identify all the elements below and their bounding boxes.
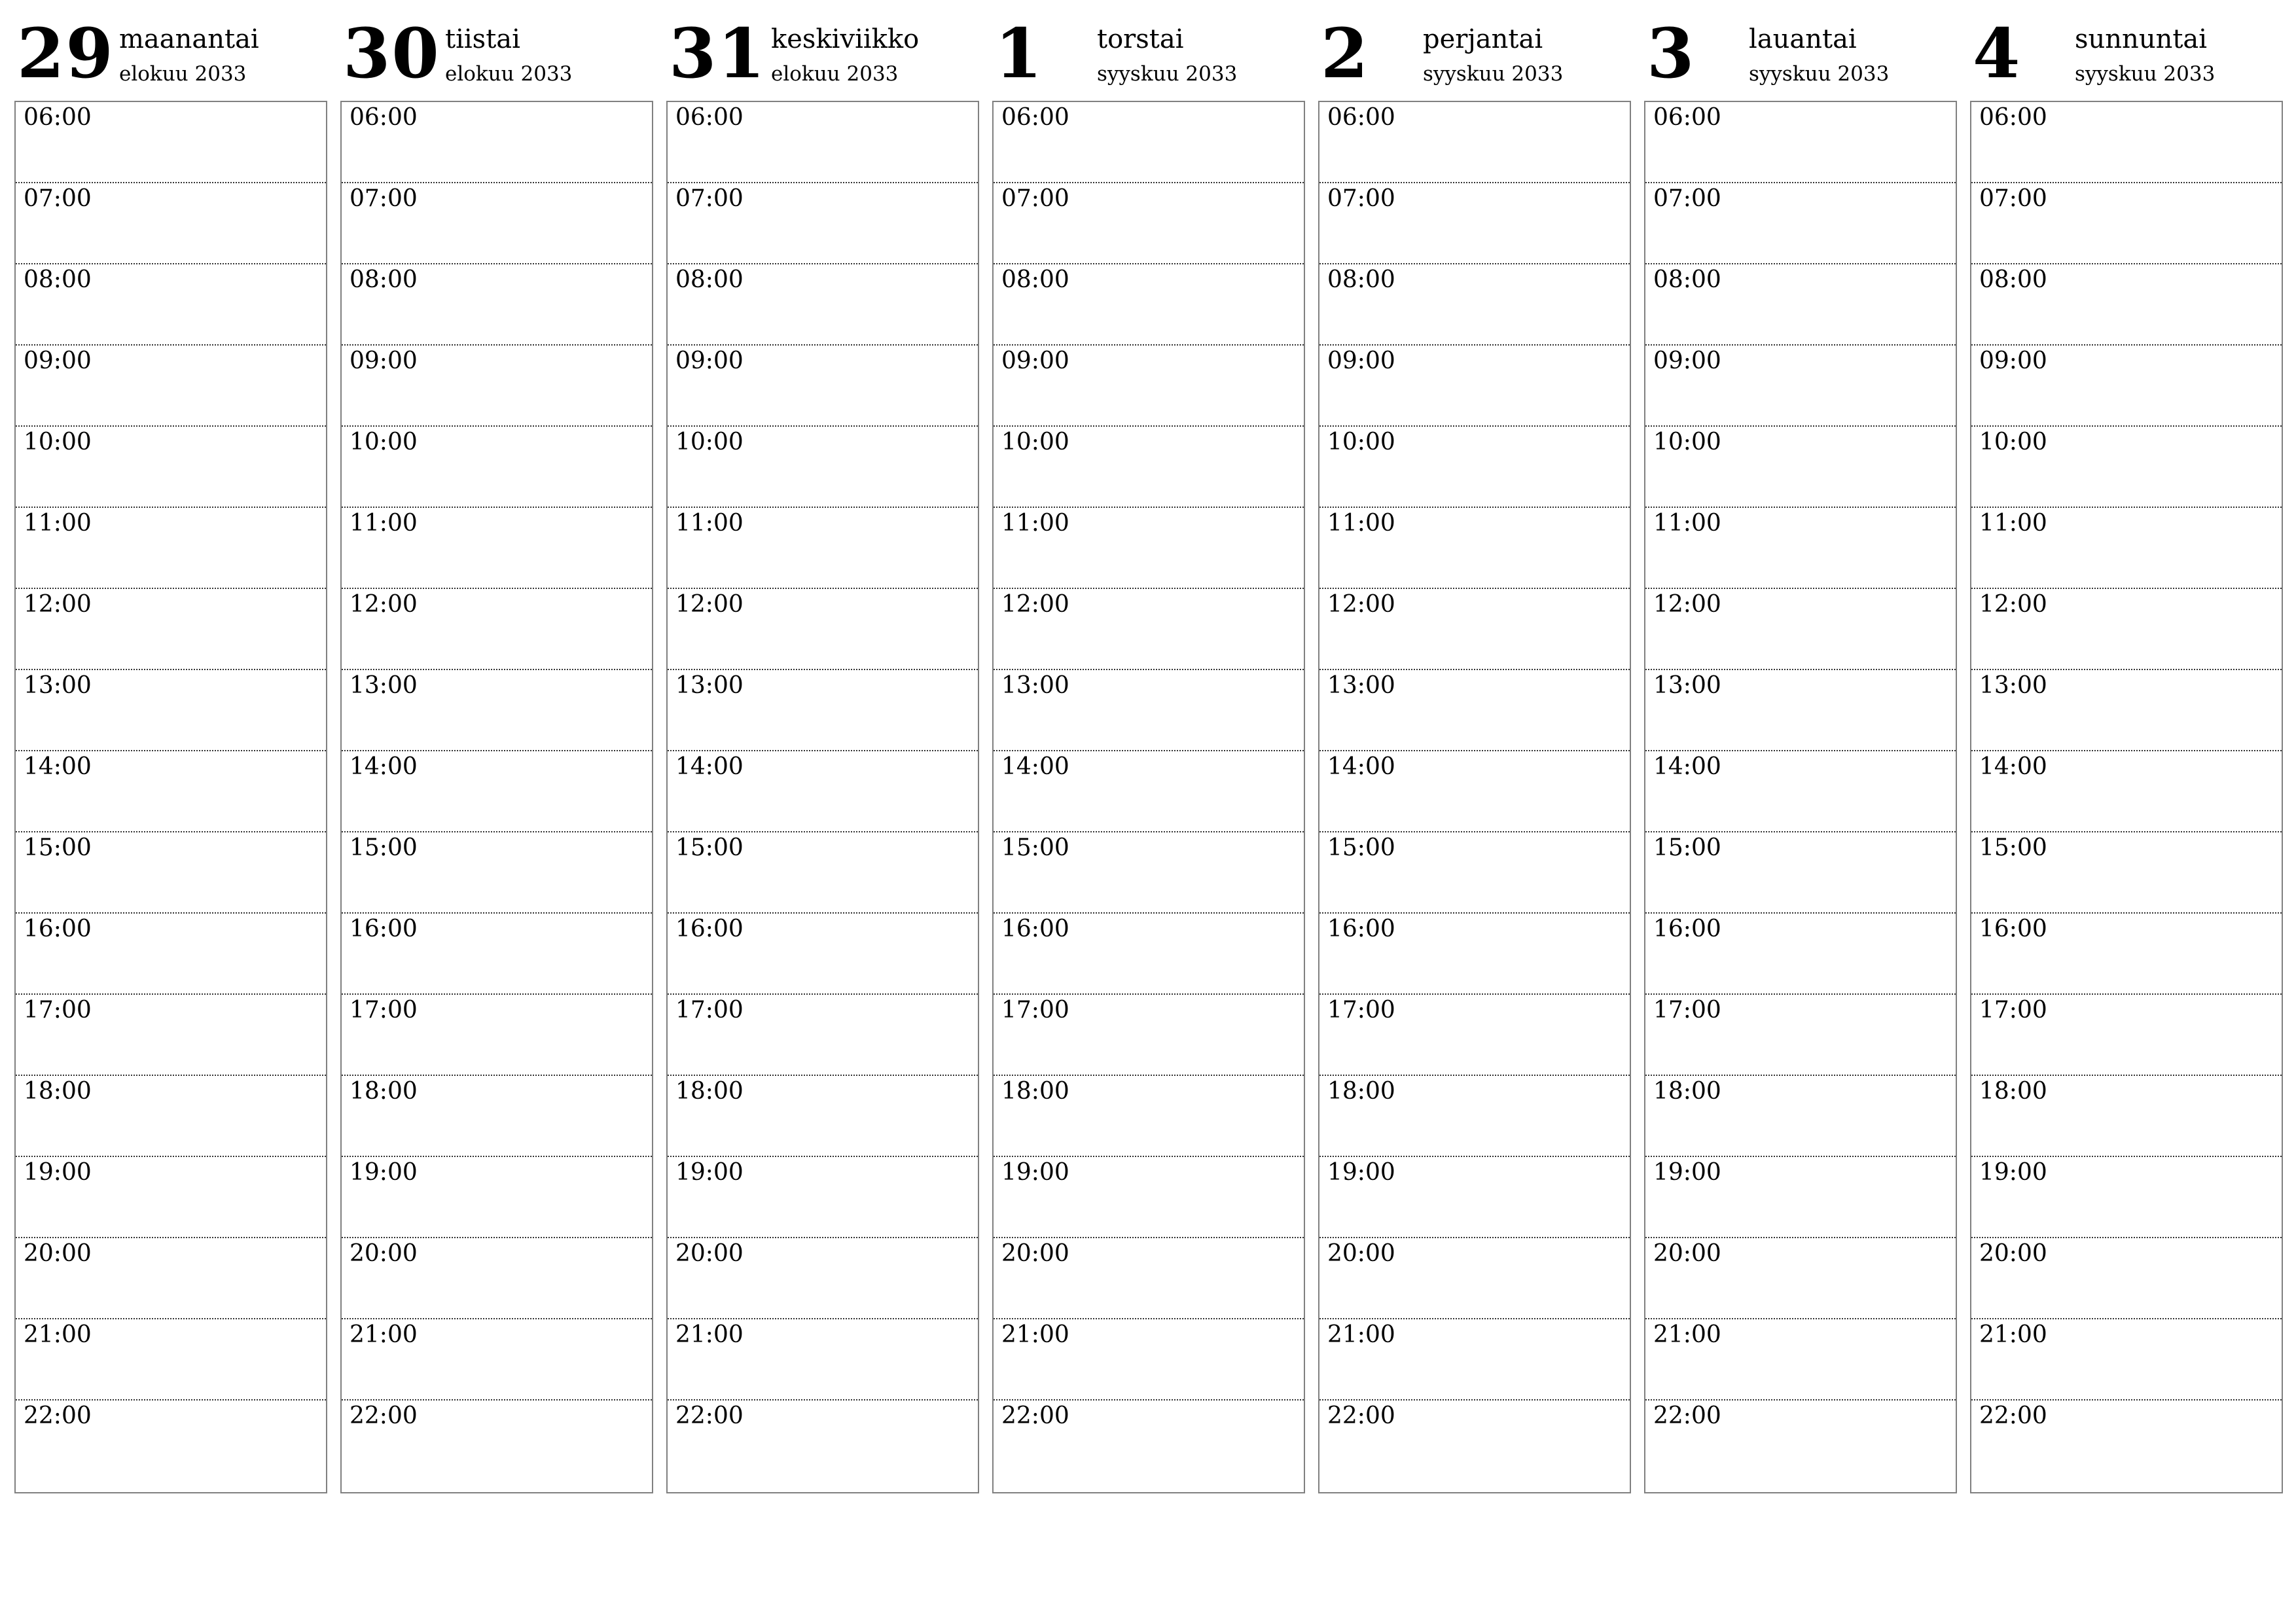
time-slot[interactable] <box>1319 589 1630 670</box>
time-slot[interactable] <box>668 264 978 346</box>
time-slot[interactable] <box>16 1319 326 1400</box>
time-slot[interactable] <box>994 1400 1304 1482</box>
time-label: 10:00 <box>1979 429 2047 455</box>
time-slot[interactable] <box>668 670 978 751</box>
time-label: 07:00 <box>1979 185 2047 212</box>
time-label: 16:00 <box>1653 916 1721 942</box>
time-slot[interactable] <box>342 1400 652 1482</box>
time-slot[interactable] <box>1971 427 2282 508</box>
time-label: 18:00 <box>1327 1078 1395 1105</box>
time-label: 18:00 <box>24 1078 92 1105</box>
day-header <box>1644 13 1957 99</box>
month-year-label: elokuu 2033 <box>771 62 899 86</box>
time-slot[interactable] <box>342 995 652 1076</box>
time-label: 19:00 <box>24 1159 92 1186</box>
time-grid <box>666 101 979 1493</box>
time-slot[interactable] <box>342 914 652 995</box>
time-label: 06:00 <box>1979 104 2047 131</box>
time-label: 19:00 <box>1001 1159 1069 1186</box>
weekly-planner <box>14 13 2292 1501</box>
time-label: 18:00 <box>675 1078 744 1105</box>
time-slot[interactable] <box>1319 832 1630 914</box>
day-header <box>666 13 979 99</box>
time-label: 10:00 <box>350 429 418 455</box>
time-label: 19:00 <box>1653 1159 1721 1186</box>
time-slot[interactable] <box>1645 751 1956 832</box>
time-label: 16:00 <box>1001 916 1069 942</box>
day-column <box>992 13 1305 1501</box>
time-slot[interactable] <box>342 1076 652 1157</box>
time-label: 20:00 <box>1979 1240 2047 1267</box>
weekday-label: perjantai <box>1423 24 1543 54</box>
time-label: 12:00 <box>1001 591 1069 618</box>
time-slot[interactable] <box>1971 102 2282 183</box>
time-label: 16:00 <box>1327 916 1395 942</box>
time-slot[interactable] <box>1645 427 1956 508</box>
time-slot[interactable] <box>668 1238 978 1319</box>
time-label: 16:00 <box>1979 916 2047 942</box>
time-label: 14:00 <box>350 753 418 780</box>
day-header <box>992 13 1305 99</box>
time-label: 22:00 <box>350 1402 418 1429</box>
time-slot[interactable] <box>16 1157 326 1238</box>
time-label: 06:00 <box>350 104 418 131</box>
time-label: 12:00 <box>1979 591 2047 618</box>
time-slot[interactable] <box>16 670 326 751</box>
time-label: 21:00 <box>675 1321 744 1348</box>
month-year-label: syyskuu 2033 <box>1097 62 1238 86</box>
time-label: 09:00 <box>1001 348 1069 374</box>
time-label: 22:00 <box>1001 1402 1069 1429</box>
time-label: 15:00 <box>1653 834 1721 861</box>
time-label: 15:00 <box>675 834 744 861</box>
time-label: 15:00 <box>1001 834 1069 861</box>
time-slot[interactable] <box>668 183 978 264</box>
time-slot[interactable] <box>1319 751 1630 832</box>
time-slot[interactable] <box>1319 1157 1630 1238</box>
time-label: 09:00 <box>1327 348 1395 374</box>
time-slot[interactable] <box>16 508 326 589</box>
time-label: 22:00 <box>24 1402 92 1429</box>
time-label: 21:00 <box>1653 1321 1721 1348</box>
time-slot[interactable] <box>342 102 652 183</box>
time-label: 16:00 <box>350 916 418 942</box>
time-slot[interactable] <box>342 1238 652 1319</box>
time-label: 14:00 <box>24 753 92 780</box>
time-slot[interactable] <box>668 751 978 832</box>
day-column <box>14 13 327 1501</box>
time-label: 17:00 <box>1327 997 1395 1024</box>
time-grid <box>14 101 327 1493</box>
time-slot[interactable] <box>16 264 326 346</box>
month-year-label: syyskuu 2033 <box>2075 62 2215 86</box>
weekday-label: tiistai <box>445 24 520 54</box>
day-number: 29 <box>17 13 115 94</box>
day-column <box>666 13 979 1501</box>
time-label: 09:00 <box>1979 348 2047 374</box>
time-label: 06:00 <box>24 104 92 131</box>
time-label: 07:00 <box>24 185 92 212</box>
time-label: 12:00 <box>350 591 418 618</box>
time-slot[interactable] <box>1971 264 2282 346</box>
time-slot[interactable] <box>1319 1400 1630 1482</box>
time-label: 11:00 <box>675 510 744 537</box>
month-year-label: syyskuu 2033 <box>1749 62 1890 86</box>
time-label: 14:00 <box>1653 753 1721 780</box>
time-slot[interactable] <box>668 589 978 670</box>
time-slot[interactable] <box>16 832 326 914</box>
time-grid <box>1644 101 1957 1493</box>
time-label: 09:00 <box>24 348 92 374</box>
time-slot[interactable] <box>1319 1319 1630 1400</box>
time-label: 14:00 <box>675 753 744 780</box>
time-slot[interactable] <box>16 1238 326 1319</box>
time-label: 15:00 <box>24 834 92 861</box>
time-label: 07:00 <box>675 185 744 212</box>
time-slot[interactable] <box>1645 1319 1956 1400</box>
time-label: 15:00 <box>1327 834 1395 861</box>
time-label: 11:00 <box>1979 510 2047 537</box>
time-slot[interactable] <box>1645 832 1956 914</box>
time-slot[interactable] <box>1971 995 2282 1076</box>
time-label: 14:00 <box>1979 753 2047 780</box>
time-slot[interactable] <box>1645 1400 1956 1482</box>
time-label: 18:00 <box>1001 1078 1069 1105</box>
time-slot[interactable] <box>1645 508 1956 589</box>
time-label: 18:00 <box>350 1078 418 1105</box>
time-slot[interactable] <box>1319 1238 1630 1319</box>
time-label: 11:00 <box>24 510 92 537</box>
time-slot[interactable] <box>668 508 978 589</box>
time-slot[interactable] <box>342 1319 652 1400</box>
time-slot[interactable] <box>1319 995 1630 1076</box>
time-label: 18:00 <box>1653 1078 1721 1105</box>
time-grid <box>992 101 1305 1493</box>
time-slot[interactable] <box>1645 183 1956 264</box>
time-slot[interactable] <box>994 832 1304 914</box>
time-slot[interactable] <box>994 1076 1304 1157</box>
time-label: 06:00 <box>1001 104 1069 131</box>
time-label: 10:00 <box>675 429 744 455</box>
time-slot[interactable] <box>16 183 326 264</box>
time-label: 19:00 <box>350 1159 418 1186</box>
time-slot[interactable] <box>994 427 1304 508</box>
time-slot[interactable] <box>342 183 652 264</box>
weekday-label: lauantai <box>1749 24 1857 54</box>
time-label: 06:00 <box>675 104 744 131</box>
time-slot[interactable] <box>994 589 1304 670</box>
time-slot[interactable] <box>1319 264 1630 346</box>
time-slot[interactable] <box>1645 914 1956 995</box>
time-label: 09:00 <box>675 348 744 374</box>
time-label: 06:00 <box>1327 104 1395 131</box>
time-label: 13:00 <box>24 672 92 699</box>
time-label: 22:00 <box>1327 1402 1395 1429</box>
time-slot[interactable] <box>1971 914 2282 995</box>
time-slot[interactable] <box>342 1157 652 1238</box>
month-year-label: syyskuu 2033 <box>1423 62 1564 86</box>
time-slot[interactable] <box>1319 670 1630 751</box>
time-slot[interactable] <box>16 427 326 508</box>
time-label: 22:00 <box>675 1402 744 1429</box>
month-year-label: elokuu 2033 <box>445 62 573 86</box>
day-column <box>1644 13 1957 1501</box>
time-slot[interactable] <box>342 427 652 508</box>
month-year-label: elokuu 2033 <box>119 62 247 86</box>
time-slot[interactable] <box>1971 1400 2282 1482</box>
time-label: 08:00 <box>1001 266 1069 293</box>
time-label: 21:00 <box>1001 1321 1069 1348</box>
time-label: 11:00 <box>350 510 418 537</box>
weekday-label: keskiviikko <box>771 24 920 54</box>
day-number: 31 <box>669 13 766 94</box>
time-label: 09:00 <box>350 348 418 374</box>
time-label: 13:00 <box>1327 672 1395 699</box>
day-number: 4 <box>1973 13 2022 94</box>
time-slot[interactable] <box>1645 1238 1956 1319</box>
day-header <box>340 13 653 99</box>
day-number: 2 <box>1321 13 1370 94</box>
time-label: 07:00 <box>1653 185 1721 212</box>
time-label: 13:00 <box>350 672 418 699</box>
time-slot[interactable] <box>1971 346 2282 427</box>
time-slot[interactable] <box>994 1319 1304 1400</box>
time-slot[interactable] <box>342 264 652 346</box>
time-grid <box>1318 101 1631 1493</box>
time-label: 08:00 <box>1327 266 1395 293</box>
time-slot[interactable] <box>342 751 652 832</box>
time-label: 21:00 <box>1979 1321 2047 1348</box>
time-label: 16:00 <box>24 916 92 942</box>
time-label: 17:00 <box>1979 997 2047 1024</box>
time-label: 12:00 <box>1327 591 1395 618</box>
time-label: 18:00 <box>1979 1078 2047 1105</box>
time-slot[interactable] <box>16 589 326 670</box>
time-slot[interactable] <box>668 102 978 183</box>
time-label: 22:00 <box>1653 1402 1721 1429</box>
time-grid <box>1970 101 2283 1493</box>
weekday-label: maanantai <box>119 24 259 54</box>
time-label: 20:00 <box>24 1240 92 1267</box>
time-slot[interactable] <box>1971 670 2282 751</box>
time-label: 08:00 <box>1653 266 1721 293</box>
time-slot[interactable] <box>1319 346 1630 427</box>
time-slot[interactable] <box>342 832 652 914</box>
time-label: 07:00 <box>1001 185 1069 212</box>
time-slot[interactable] <box>1971 751 2282 832</box>
time-slot[interactable] <box>1971 183 2282 264</box>
time-slot[interactable] <box>1971 589 2282 670</box>
time-label: 21:00 <box>1327 1321 1395 1348</box>
time-slot[interactable] <box>1319 102 1630 183</box>
day-number: 1 <box>995 13 1044 94</box>
time-slot[interactable] <box>668 427 978 508</box>
day-header <box>1318 13 1631 99</box>
time-label: 08:00 <box>24 266 92 293</box>
time-slot[interactable] <box>1645 264 1956 346</box>
time-label: 15:00 <box>1979 834 2047 861</box>
time-slot[interactable] <box>1319 1076 1630 1157</box>
time-slot[interactable] <box>668 346 978 427</box>
time-slot[interactable] <box>1971 832 2282 914</box>
time-slot[interactable] <box>994 508 1304 589</box>
day-column <box>1970 13 2283 1501</box>
time-label: 13:00 <box>1653 672 1721 699</box>
time-label: 20:00 <box>1327 1240 1395 1267</box>
time-label: 06:00 <box>1653 104 1721 131</box>
time-slot[interactable] <box>994 995 1304 1076</box>
time-slot[interactable] <box>994 914 1304 995</box>
time-label: 19:00 <box>675 1159 744 1186</box>
time-slot[interactable] <box>668 1319 978 1400</box>
time-label: 08:00 <box>675 266 744 293</box>
weekday-label: torstai <box>1097 24 1184 54</box>
day-column <box>1318 13 1631 1501</box>
time-slot[interactable] <box>994 346 1304 427</box>
time-label: 10:00 <box>24 429 92 455</box>
time-label: 12:00 <box>1653 591 1721 618</box>
time-slot[interactable] <box>1645 102 1956 183</box>
time-label: 21:00 <box>350 1321 418 1348</box>
time-label: 15:00 <box>350 834 418 861</box>
time-label: 12:00 <box>24 591 92 618</box>
day-number: 30 <box>343 13 440 94</box>
time-label: 08:00 <box>1979 266 2047 293</box>
time-slot[interactable] <box>994 1157 1304 1238</box>
time-slot[interactable] <box>668 914 978 995</box>
time-slot[interactable] <box>994 1238 1304 1319</box>
time-slot[interactable] <box>1645 1076 1956 1157</box>
time-label: 10:00 <box>1327 429 1395 455</box>
time-slot[interactable] <box>16 1076 326 1157</box>
time-slot[interactable] <box>994 102 1304 183</box>
time-label: 17:00 <box>675 997 744 1024</box>
day-header <box>1970 13 2283 99</box>
time-label: 09:00 <box>1653 348 1721 374</box>
time-slot[interactable] <box>668 1076 978 1157</box>
day-header <box>14 13 327 99</box>
day-column <box>340 13 653 1501</box>
time-slot[interactable] <box>668 995 978 1076</box>
day-number: 3 <box>1647 13 1696 94</box>
time-slot[interactable] <box>994 670 1304 751</box>
time-slot[interactable] <box>16 346 326 427</box>
time-slot[interactable] <box>668 1400 978 1482</box>
time-label: 17:00 <box>1001 997 1069 1024</box>
time-slot[interactable] <box>1319 914 1630 995</box>
time-slot[interactable] <box>668 1157 978 1238</box>
time-label: 13:00 <box>675 672 744 699</box>
time-slot[interactable] <box>1645 1157 1956 1238</box>
time-label: 08:00 <box>350 266 418 293</box>
time-slot[interactable] <box>1645 589 1956 670</box>
time-label: 17:00 <box>1653 997 1721 1024</box>
time-slot[interactable] <box>16 102 326 183</box>
time-slot[interactable] <box>342 670 652 751</box>
time-slot[interactable] <box>342 589 652 670</box>
time-slot[interactable] <box>1645 995 1956 1076</box>
time-slot[interactable] <box>342 508 652 589</box>
time-slot[interactable] <box>1971 1157 2282 1238</box>
time-label: 10:00 <box>1001 429 1069 455</box>
time-label: 14:00 <box>1001 753 1069 780</box>
time-label: 07:00 <box>350 185 418 212</box>
time-slot[interactable] <box>16 1400 326 1482</box>
time-label: 11:00 <box>1653 510 1721 537</box>
time-label: 20:00 <box>350 1240 418 1267</box>
time-slot[interactable] <box>1971 1319 2282 1400</box>
time-label: 16:00 <box>675 916 744 942</box>
time-label: 17:00 <box>24 997 92 1024</box>
time-slot[interactable] <box>994 264 1304 346</box>
time-grid <box>340 101 653 1493</box>
time-slot[interactable] <box>1971 508 2282 589</box>
time-label: 19:00 <box>1327 1159 1395 1186</box>
time-label: 20:00 <box>1001 1240 1069 1267</box>
time-label: 11:00 <box>1327 510 1395 537</box>
time-label: 21:00 <box>24 1321 92 1348</box>
time-slot[interactable] <box>16 751 326 832</box>
time-slot[interactable] <box>1971 1076 2282 1157</box>
time-slot[interactable] <box>1645 346 1956 427</box>
time-label: 20:00 <box>675 1240 744 1267</box>
time-slot[interactable] <box>1319 183 1630 264</box>
time-label: 19:00 <box>1979 1159 2047 1186</box>
weekday-label: sunnuntai <box>2075 24 2208 54</box>
time-slot[interactable] <box>994 183 1304 264</box>
time-label: 20:00 <box>1653 1240 1721 1267</box>
time-label: 13:00 <box>1001 672 1069 699</box>
time-label: 14:00 <box>1327 753 1395 780</box>
time-label: 07:00 <box>1327 185 1395 212</box>
time-slot[interactable] <box>1645 670 1956 751</box>
time-label: 11:00 <box>1001 510 1069 537</box>
time-slot[interactable] <box>1319 427 1630 508</box>
time-slot[interactable] <box>342 346 652 427</box>
time-slot[interactable] <box>16 914 326 995</box>
time-slot[interactable] <box>1971 1238 2282 1319</box>
time-slot[interactable] <box>994 751 1304 832</box>
time-label: 22:00 <box>1979 1402 2047 1429</box>
time-slot[interactable] <box>16 995 326 1076</box>
time-label: 12:00 <box>675 591 744 618</box>
time-label: 10:00 <box>1653 429 1721 455</box>
time-label: 17:00 <box>350 997 418 1024</box>
time-label: 13:00 <box>1979 672 2047 699</box>
time-slot[interactable] <box>1319 508 1630 589</box>
time-slot[interactable] <box>668 832 978 914</box>
